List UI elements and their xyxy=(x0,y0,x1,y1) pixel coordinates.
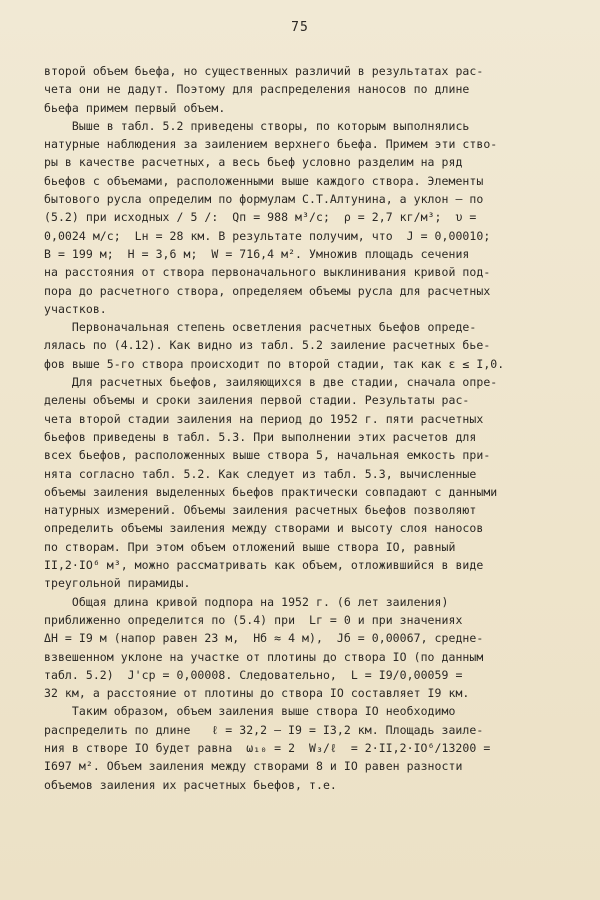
text-line: бьефов приведены в табл. 5.3. При выполнении этих расчетов для xyxy=(44,429,477,444)
text-line: чета второй стадии заиления на период до 1952 г. пяти расчетных xyxy=(44,411,484,426)
text-line: определить объемы заиления между створами и высоту слоя наносов xyxy=(44,521,484,536)
text-line: B = 199 м; H = 3,6 м; W = 716,4 м². Умножив площадь сечения xyxy=(44,246,470,261)
text-line: Общая длина кривой подпора на 1952 г. (6 лет заиления) xyxy=(44,594,449,609)
page-number: 75 xyxy=(291,20,309,35)
text-line: второй объем бьефа, но существенных различий в результатах рас- xyxy=(44,64,484,78)
body-text xyxy=(44,62,574,794)
text-line: на расстояния от створа первоначального выклинивания кривой под- xyxy=(44,265,491,280)
text-line: бьефов с объемами, расположенными выше каждого створа. Элементы xyxy=(44,173,484,188)
text-line: взвешенном уклоне на участке от плотины до створа IO (по данным xyxy=(44,649,484,664)
text-line: треугольной пирамиды. xyxy=(44,576,191,591)
text-line: табл. 5.2) J'ср = 0,00008. Следовательно, L = I9/0,00059 = xyxy=(44,667,463,682)
text-line: ния в створе IO будет равна ω₁₀ = 2 W₃/ℓ = 2·II,2·IO⁶/13200 = xyxy=(44,740,491,755)
text-line: всех бьефов, расположенных выше створа 5, начальная емкость при- xyxy=(44,448,491,463)
text-line: лялась по (4.12). Как видно из табл. 5.2 заиление расчетных бье- xyxy=(44,338,491,353)
text-line: фов выше 5-го створа происходит по второй стадии, так как ε ≤ I,0. xyxy=(44,356,505,371)
text-line: I697 м². Объем заиления между створами 8 и IO равен разности xyxy=(44,759,463,774)
text-line: распределить по длине ℓ = 32,2 – I9 = I3,2 км. Площадь заиле- xyxy=(44,722,484,737)
text-line: ры в качестве расчетных, а весь бьеф условно разделим на ряд xyxy=(44,155,463,170)
text-line: Первоначальная степень осветления расчетных бьефов опреде- xyxy=(44,320,477,335)
text-line: ΔH = I9 м (напор равен 23 м, Hб ≈ 4 м), Jб = 0,00067, средне- xyxy=(44,631,484,646)
text-line: объемы заиления выделенных бьефов практически совпадают с данными xyxy=(44,484,498,499)
text-line: 0,0024 м/с; Lн = 28 км. В результате получим, что J = 0,00010; xyxy=(44,228,491,243)
text-line: по створам. При этом объем отложений выше створа IO, равный xyxy=(44,539,456,554)
text-line: Таким образом, объем заиления выше створа IO необходимо xyxy=(44,704,456,719)
text-line: приближенно определится по (5.4) при Lг = 0 и при значениях xyxy=(44,612,463,627)
text-line: бьефа примем первый объем. xyxy=(44,100,226,115)
text-line: (5.2) при исходных / 5 /: Qп = 988 м³/с; ρ = 2,7 кг/м³; υ = xyxy=(44,210,477,225)
text-line: участков. xyxy=(44,301,107,316)
text-line: бытового русла определим по формулам С.Т.Алтунина, а уклон – по xyxy=(44,192,484,207)
text-line: нята согласно табл. 5.2. Как следует из табл. 5.3, вычисленные xyxy=(44,466,477,481)
text-line: делены объемы и сроки заиления первой стадии. Результаты рас- xyxy=(44,393,470,408)
text-line: объемов заиления их расчетных бьефов, т.е. xyxy=(44,777,337,792)
text-line: натурных измерений. Объемы заиления расчетных бьефов позволяют xyxy=(44,503,477,518)
text-line: натурные наблюдения за заилением верхнего бьефа. Примем эти ство- xyxy=(44,137,498,152)
text-line: чета они не дадут. Поэтому для распределения наносов по длине xyxy=(44,82,470,97)
text-line: Для расчетных бьефов, заиляющихся в две стадии, сначала опре- xyxy=(44,375,498,390)
text-line: Выше в табл. 5.2 приведены створы, по которым выполнялись xyxy=(44,118,470,133)
text-line: пора до расчетного створа, определяем объемы русла для расчетных xyxy=(44,283,491,298)
text-line: 32 км, а расстояние от плотины до створа IO составляет I9 км. xyxy=(44,686,470,701)
text-line: II,2·IO⁶ м³, можно рассматривать как объем, отложившийся в виде xyxy=(44,558,484,573)
